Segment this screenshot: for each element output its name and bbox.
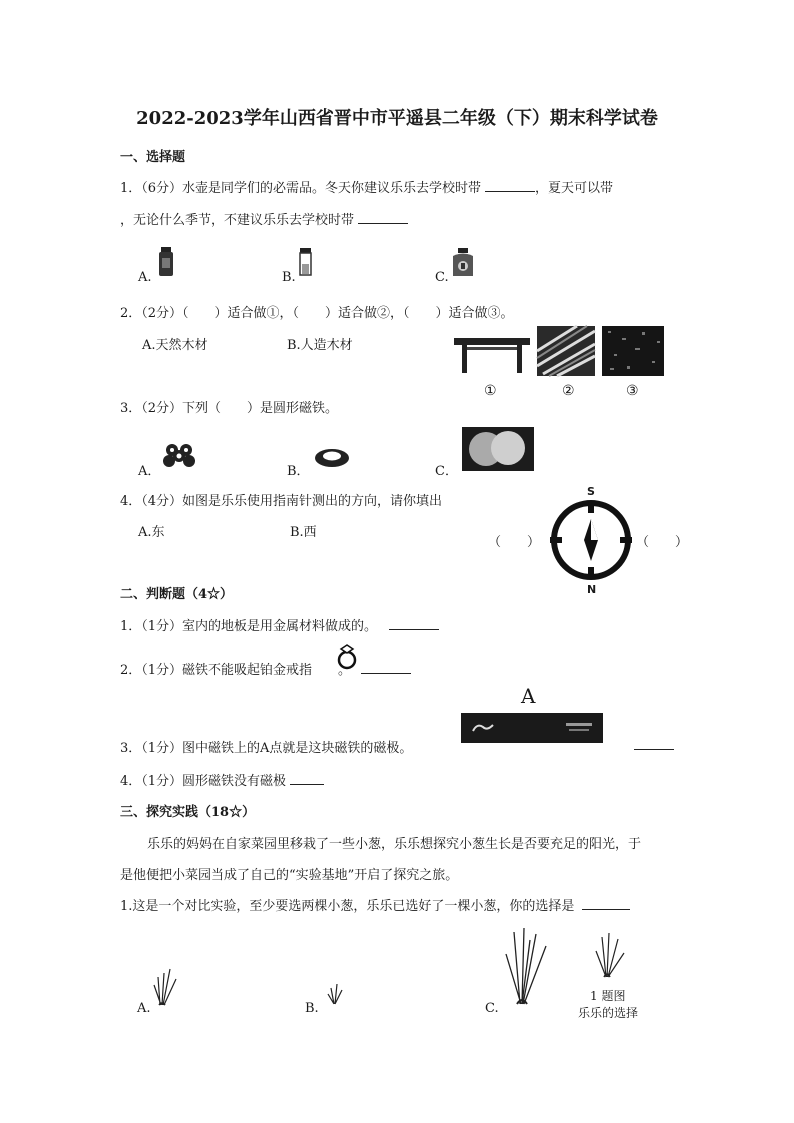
judge-question-2 [120,659,411,678]
practice-question-1-text: 1.这是一个对比实验，至少要选两棵小葱，乐乐已选好了一棵小葱，你的选择是 [120,899,575,914]
question-4-text: 4．（4分）如图是乐乐使用指南针测出的方向，请你填出 [120,494,443,509]
compass-north-mark: S [587,485,595,498]
practice-question-1 [120,895,630,914]
p3-option-a-label: A. [137,1001,151,1016]
q1-option-b-label: B. [282,270,296,285]
judge-question-1-text: 1．（1分）室内的地板是用金属材料做成的。 [120,619,378,634]
wooden-table-icon [452,335,532,375]
compass-right-blank[interactable]: （ ） [636,535,689,550]
judge-blank-4[interactable] [290,772,324,785]
judge-blank-2[interactable] [361,661,411,674]
question-1-line2 [120,209,408,228]
judge-question-4-text: 4．（1分）圆形磁铁没有磁极 [120,774,287,789]
judge-blank-3[interactable] [634,737,674,750]
question-2-text: 2．（2分）（ ）适合做①，（ ）适合做②，（ ）适合做③。 [120,306,514,321]
particle-board-icon [602,326,664,376]
section-heading-choice: 一、选择题 [120,150,186,165]
practice-paragraph-line2: 是他便把小菜园当成了自己的“实验基地”开启了探究之旅。 [120,868,459,883]
scallion-c-icon [502,926,550,1010]
platinum-ring-icon [337,643,361,671]
q1-option-c-label: C. [435,270,449,285]
answer-blank-winter[interactable] [485,179,535,192]
question-3-text: 3．（2分）下列（ ）是圆形磁铁。 [120,401,339,416]
round-magnet-photo-icon [462,427,534,471]
q2-option-a: A.天然木材 [142,338,208,353]
scallion-b-icon [325,980,347,1006]
section-heading-practice: 三、探究实践（18☆） [120,805,256,820]
figure-label-1: ① [484,383,497,399]
magnet-point-label: A [521,684,536,708]
practice-blank-1[interactable] [582,897,630,910]
compass-icon [546,497,636,587]
p3-option-c-label: C. [485,1001,499,1016]
q2-option-b: B.人造木材 [287,338,353,353]
judge-question-1 [120,615,439,634]
judge-blank-3-wrap [634,737,674,754]
p3-option-b-label: B. [305,1001,319,1016]
q3-option-b-label: B． [287,464,310,479]
q4-option-a: A.东 [138,525,165,540]
scallion-a-icon [152,965,182,1007]
compass-south-mark: N [587,583,597,596]
page-title: 2022-2023学年山西省晋中市平遥县二年级（下）期末科学试卷 [136,108,658,129]
compass-left-blank[interactable]: （ ） [488,535,541,550]
question-1-tail: ，夏天可以带 [535,181,614,196]
judge-question-4 [120,770,324,789]
judge-question-3-text: 3．（1分）图中磁铁上的A点就是这块磁铁的磁极。 [120,741,413,756]
practice-paragraph-line1: 乐乐的妈妈在自家菜园里移栽了一些小葱，乐乐想探究小葱生长是否要充足的阳光，于 [147,837,642,852]
reference-caption-line1: 1 题图 [590,989,626,1003]
cartoon-kettle-icon [450,248,476,278]
question-1-line1 [120,177,613,196]
glass-bottle-icon [297,248,315,278]
bar-magnet-icon [461,713,603,743]
judge-question-2-text: 2．（1分）磁铁不能吸起铂金戒指 [120,663,313,678]
q4-option-b: B.西 [290,525,317,540]
q1-option-a-label: A. [138,270,152,285]
figure-label-2: ② [562,383,575,399]
figure-label-3: ③ [626,383,639,399]
q3-option-c-label: C． [435,464,458,479]
flower-magnet-icon [162,441,196,469]
ring-magnet-icon [313,445,351,469]
thermos-bottle-icon [157,246,177,278]
q3-option-a-label: A． [138,464,161,479]
judge-question-2-tail: 。 [338,663,352,678]
judge-blank-1[interactable] [389,617,439,630]
reference-caption-line2: 乐乐的选择 [578,1006,639,1020]
scallion-reference-icon [592,931,626,979]
wood-grain-icon [537,326,595,376]
question-1-text-2: ，无论什么季节，不建议乐乐去学校时带 [120,213,355,228]
section-heading-judge: 二、判断题（4☆） [120,587,234,602]
question-1-text: 1．（6分）水壶是同学们的必需品。冬天你建议乐乐去学校时带 [120,181,482,196]
answer-blank-never[interactable] [358,211,408,224]
